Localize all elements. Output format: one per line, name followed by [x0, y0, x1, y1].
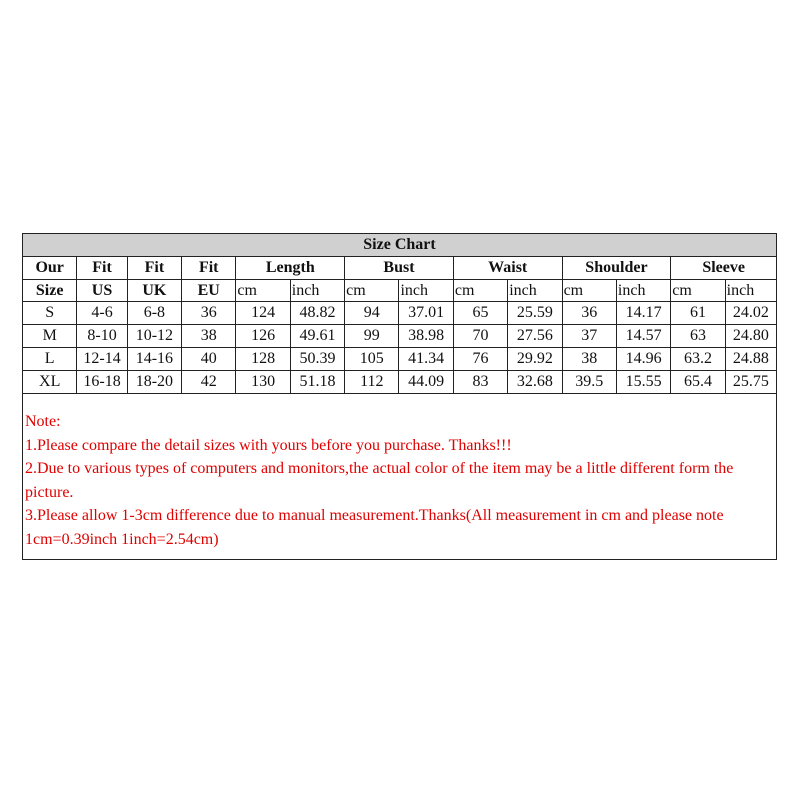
header-waist: Waist — [453, 257, 562, 280]
table-cell: 105 — [345, 348, 399, 371]
table-cell: 24.02 — [725, 302, 776, 325]
table-cell: 49.61 — [290, 325, 344, 348]
note-item: 1.Please compare the detail sizes with yours before you purchase. Thanks!!! — [25, 436, 512, 454]
table-cell: 65 — [453, 302, 507, 325]
table-cell: XL — [23, 371, 77, 394]
table-cell: 70 — [453, 325, 507, 348]
size-chart-table — [22, 233, 777, 394]
table-row — [23, 302, 777, 325]
table-cell: 4-6 — [77, 302, 127, 325]
header-fit-eu-line2: EU — [182, 280, 236, 302]
unit-shoulder-cm: cm — [562, 280, 616, 302]
table-cell: 16-18 — [77, 371, 127, 394]
unit-bust-cm: cm — [345, 280, 399, 302]
table-cell: 25.59 — [508, 302, 562, 325]
unit-length-cm: cm — [236, 280, 290, 302]
table-cell: 32.68 — [508, 371, 562, 394]
table-cell: 6-8 — [127, 302, 181, 325]
table-cell: 8-10 — [77, 325, 127, 348]
table-cell: 14.96 — [616, 348, 670, 371]
table-cell: 124 — [236, 302, 290, 325]
table-cell: 48.82 — [290, 302, 344, 325]
notes-box — [22, 394, 777, 560]
table-cell: 12-14 — [77, 348, 127, 371]
note-heading: Note: — [25, 413, 61, 430]
table-cell: 44.09 — [399, 371, 453, 394]
table-cell: 25.75 — [725, 371, 776, 394]
unit-waist-inch: inch — [508, 280, 562, 302]
note-item: 3.Please allow 1-3cm difference due to manual measurement.Thanks(All measurement in cm and please note 1cm=0.39inch 1inch=2.54cm) — [25, 507, 724, 548]
table-cell: 94 — [345, 302, 399, 325]
unit-bust-inch: inch — [399, 280, 453, 302]
table-cell: 24.80 — [725, 325, 776, 348]
unit-sleeve-inch: inch — [725, 280, 776, 302]
header-bust: Bust — [345, 257, 454, 280]
table-cell: 61 — [671, 302, 725, 325]
table-cell: 29.92 — [508, 348, 562, 371]
size-chart — [22, 233, 777, 560]
table-cell: 130 — [236, 371, 290, 394]
table-cell: 63.2 — [671, 348, 725, 371]
header-our-size-line1: Our — [23, 257, 77, 280]
unit-waist-cm: cm — [453, 280, 507, 302]
table-cell: 50.39 — [290, 348, 344, 371]
table-cell: 38 — [562, 348, 616, 371]
table-cell: 27.56 — [508, 325, 562, 348]
table-cell: 14.17 — [616, 302, 670, 325]
unit-length-inch: inch — [290, 280, 344, 302]
table-cell: 41.34 — [399, 348, 453, 371]
table-row — [23, 325, 777, 348]
header-fit-us-line1: Fit — [77, 257, 127, 280]
header-length: Length — [236, 257, 345, 280]
table-cell: 99 — [345, 325, 399, 348]
header-fit-uk-line2: UK — [127, 280, 181, 302]
table-cell: 36 — [182, 302, 236, 325]
table-cell: 65.4 — [671, 371, 725, 394]
table-cell: 14-16 — [127, 348, 181, 371]
table-cell: 112 — [345, 371, 399, 394]
table-cell: 128 — [236, 348, 290, 371]
table-cell: 38 — [182, 325, 236, 348]
table-cell: 37.01 — [399, 302, 453, 325]
header-shoulder: Shoulder — [562, 257, 671, 280]
header-fit-eu-line1: Fit — [182, 257, 236, 280]
table-cell: 83 — [453, 371, 507, 394]
unit-shoulder-inch: inch — [616, 280, 670, 302]
table-cell: 39.5 — [562, 371, 616, 394]
table-cell: 15.55 — [616, 371, 670, 394]
table-cell: 38.98 — [399, 325, 453, 348]
table-cell: 14.57 — [616, 325, 670, 348]
header-fit-uk-line1: Fit — [127, 257, 181, 280]
table-cell: S — [23, 302, 77, 325]
table-cell: 18-20 — [127, 371, 181, 394]
table-cell: 10-12 — [127, 325, 181, 348]
note-item: 2.Due to various types of computers and monitors,the actual color of the item may be a little different form the picture. — [25, 460, 734, 501]
table-cell: 63 — [671, 325, 725, 348]
header-sleeve: Sleeve — [671, 257, 777, 280]
size-chart-title: Size Chart — [23, 234, 777, 257]
table-cell: M — [23, 325, 77, 348]
header-our-size-line2: Size — [23, 280, 77, 302]
table-cell: 76 — [453, 348, 507, 371]
table-cell: 36 — [562, 302, 616, 325]
table-cell: 51.18 — [290, 371, 344, 394]
header-fit-us-line2: US — [77, 280, 127, 302]
table-cell: 126 — [236, 325, 290, 348]
unit-sleeve-cm: cm — [671, 280, 725, 302]
table-cell: L — [23, 348, 77, 371]
table-cell: 37 — [562, 325, 616, 348]
table-cell: 40 — [182, 348, 236, 371]
table-cell: 24.88 — [725, 348, 776, 371]
table-row — [23, 348, 777, 371]
table-cell: 42 — [182, 371, 236, 394]
table-row — [23, 371, 777, 394]
